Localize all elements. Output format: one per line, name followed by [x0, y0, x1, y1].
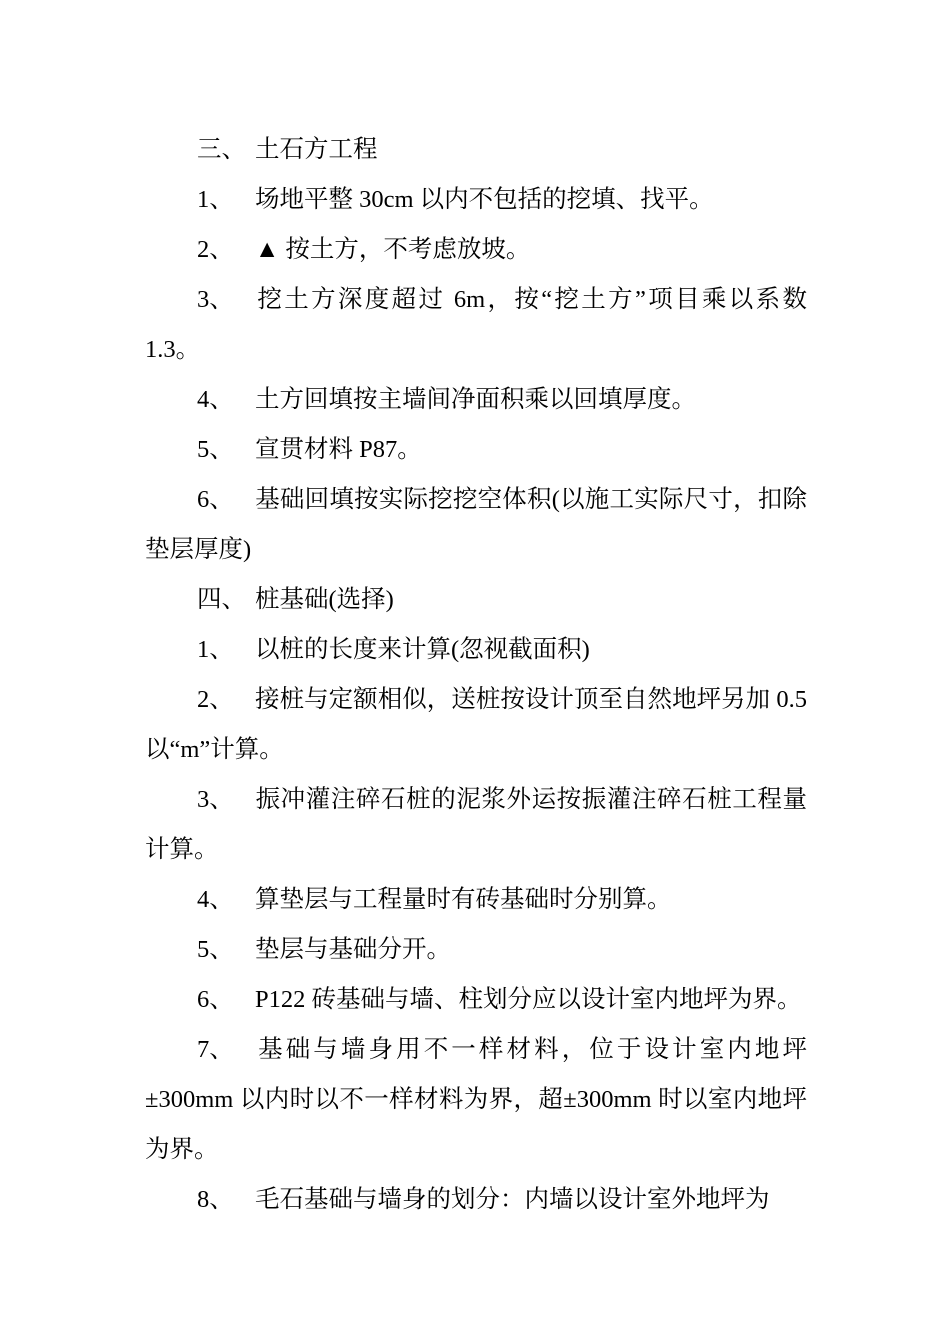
list-item: [145, 625, 807, 675]
item-number: 5、: [197, 936, 234, 963]
list-item: [145, 1025, 807, 1175]
item-text: 宣贯材料 P87。: [255, 436, 422, 463]
heading-pile-foundation: [145, 575, 807, 625]
item-text: 基础回填按实际挖挖空体积(以施工实际尺寸，扣除垫层厚度): [145, 486, 807, 563]
item-number: 3、: [197, 786, 234, 813]
item-text: 桩基础(选择): [255, 586, 394, 613]
item-text: 接桩与定额相似，送桩按设计顶至自然地坪另加 0.5 以“m”计算。: [145, 686, 807, 763]
list-item: [145, 975, 807, 1025]
item-text: 基础与墙身用不一样材料，位于设计室内地坪 ±300mm 以内时以不一样材料为界，超±300mm 时以室内地坪为界。: [145, 1036, 807, 1163]
item-number: 1、: [197, 186, 234, 213]
item-text: 场地平整 30cm 以内不包括的挖填、找平。: [255, 186, 714, 213]
item-number: 4、: [197, 886, 234, 913]
list-item: [145, 175, 807, 225]
item-text: 算垫层与工程量时有砖基础时分别算。: [255, 886, 672, 913]
document-body: [145, 125, 807, 1225]
list-item: [145, 425, 807, 475]
list-item: [145, 1175, 807, 1225]
item-number: 2、: [197, 686, 234, 713]
list-item: [145, 675, 807, 775]
list-item: [145, 775, 807, 875]
item-number: 7、: [197, 1036, 234, 1063]
list-item: [145, 275, 807, 375]
list-item: [145, 225, 807, 275]
list-item: [145, 875, 807, 925]
item-number: 三、: [197, 136, 246, 163]
item-text: 土方回填按主墙间净面积乘以回填厚度。: [255, 386, 696, 413]
heading-earthwork: [145, 125, 807, 175]
item-number: 3、: [197, 286, 234, 313]
item-text: 垫层与基础分开。: [255, 936, 451, 963]
item-text: 土石方工程: [255, 136, 378, 163]
list-item: [145, 925, 807, 975]
item-number: 5、: [197, 436, 234, 463]
item-text: P122 砖基础与墙、柱划分应以设计室内地坪为界。: [255, 986, 802, 1013]
item-text: 挖土方深度超过 6m，按“挖土方”项目乘以系数 1.3。: [145, 286, 807, 363]
item-text: 以桩的长度来计算(忽视截面积): [255, 636, 590, 663]
item-number: 1、: [197, 636, 234, 663]
item-text: 毛石基础与墙身的划分：内墙以设计室外地坪为: [255, 1186, 770, 1213]
item-text: 振冲灌注碎石桩的泥浆外运按振灌注碎石桩工程量计算。: [145, 786, 807, 863]
item-number: 6、: [197, 986, 234, 1013]
item-number: 2、: [197, 236, 234, 263]
list-item: [145, 375, 807, 425]
item-number: 8、: [197, 1186, 234, 1213]
item-number: 6、: [197, 486, 234, 513]
item-text: ▲ 按土方，不考虑放坡。: [255, 236, 531, 263]
list-item: [145, 475, 807, 575]
item-number: 4、: [197, 386, 234, 413]
item-number: 四、: [197, 586, 246, 613]
